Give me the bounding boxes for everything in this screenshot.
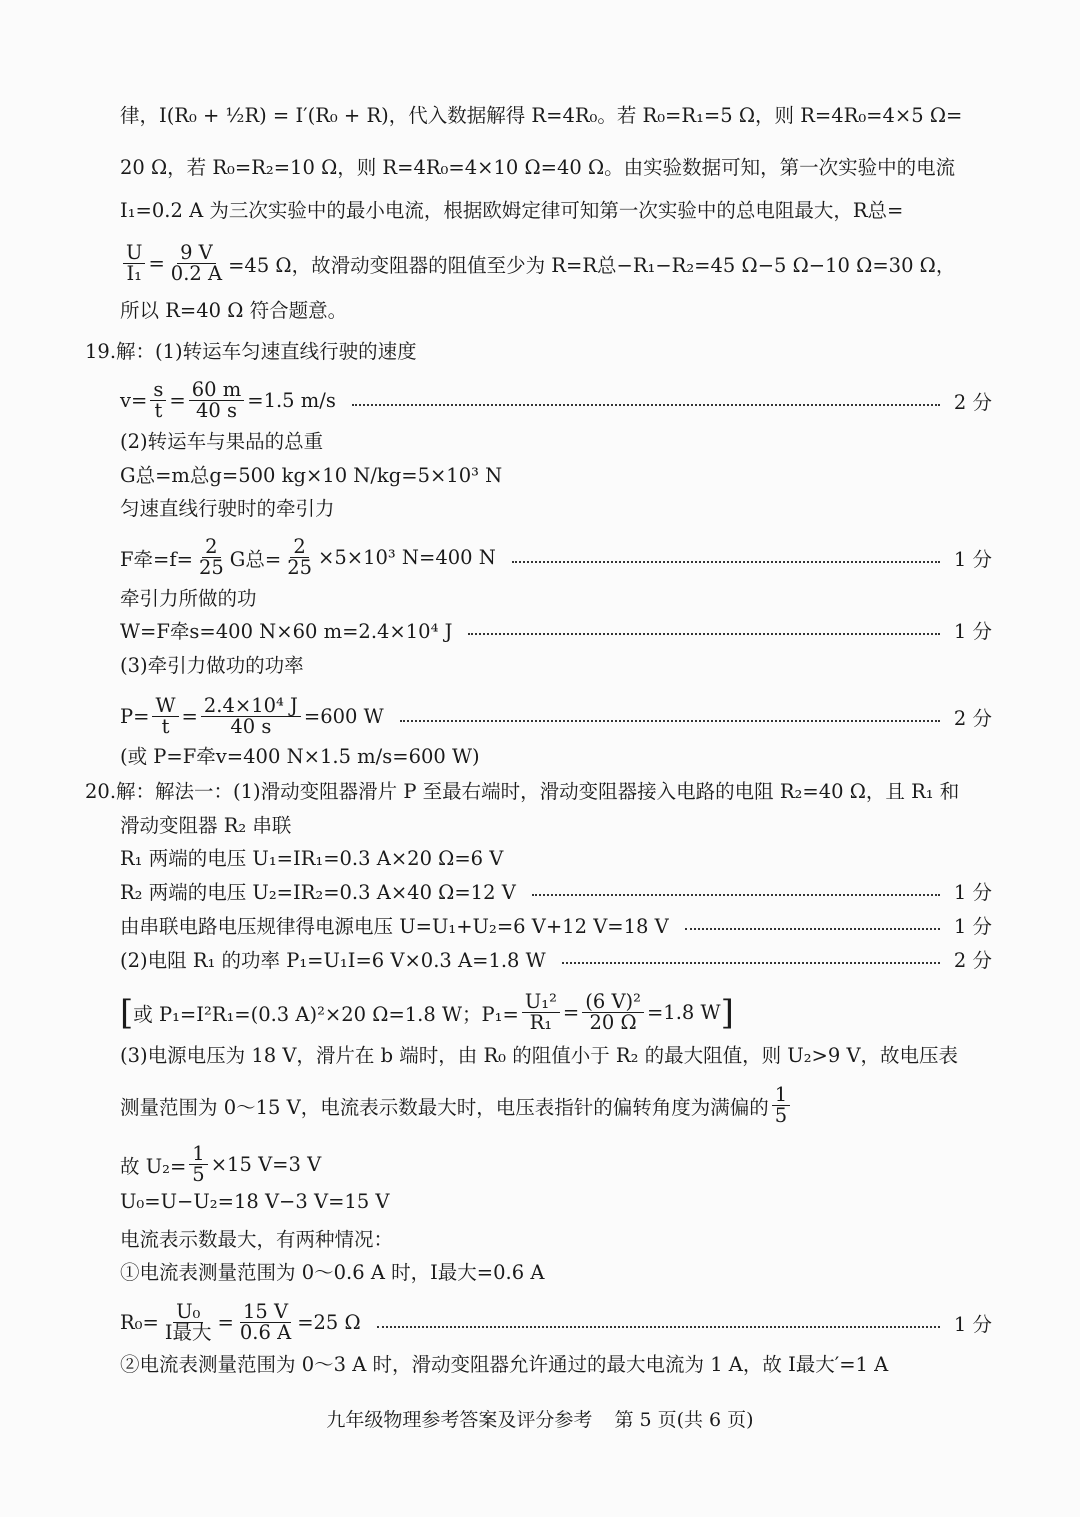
q20-u2-calc: 故 U₂= $\frac{1}{5}$ ×15 V=3 V [120, 1142, 322, 1187]
q20-line-2: 滑动变阻器 R₂ 串联 [120, 814, 292, 837]
q19-part3: (3)牵引力做功的功率 [120, 654, 304, 677]
q18-line-3: I₁=0.2 A 为三次实验中的最小电流，根据欧姆定律可知第一次实验中的总电阻最大，R总= [120, 199, 904, 222]
q20-case-1: ①电流表测量范围为 0～0.6 A 时，I最大=0.6 A [120, 1261, 545, 1284]
q19-power: P= $\frac{W}{t}$ = $\frac{\text{2.4×10⁴ J}}{40 s}$ =600 W 2 分 [120, 694, 992, 739]
score: 2 分 [953, 706, 992, 730]
q19-work: W=F牵s=400 N×60 m=2.4×10⁴ J 1 分 [120, 616, 992, 644]
left-bracket: [ [120, 992, 134, 1033]
page-number: 第 5 页(共 6 页) [614, 1409, 754, 1431]
fraction: $\frac{60 m}{40 s}$ [189, 380, 245, 422]
fraction: $\frac{1}{5}$ [189, 1144, 207, 1186]
leader-dots [468, 633, 939, 635]
fraction: $\frac{\text{U₁²}}{\text{R₁}}$ [522, 992, 560, 1034]
q18-line-2: 20 Ω，若 R₀=R₂=10 Ω，则 R=4R₀=4×10 Ω=40 Ω。由实验数据可知，第一次实验中的电流 [120, 156, 956, 179]
q20-source-voltage: 由串联电路电压规律得电源电压 U=U₁+U₂=6 V+12 V=18 V 1 分 [120, 911, 992, 939]
fraction: $\frac{1}{5}$ [772, 1085, 790, 1127]
q20-case-2: ②电流表测量范围为 0～3 A 时，滑动变阻器允许通过的最大电流为 1 A，故 I最大′=1 A [120, 1353, 889, 1376]
right-bracket: ] [720, 992, 734, 1033]
q20-power-alternative: [ 或 P₁=I²R₁=(0.3 A)²×20 Ω=1.8 W；P₁= $\frac{\text{U₁²}}{\text{R₁}}$ = $\frac{\text{(6 V)²}}{20 \Omega}$ =1.8 W ] [120, 990, 734, 1035]
leader-dots [532, 894, 940, 896]
leader-dots [562, 962, 940, 964]
footer-title: 九年级物理参考答案及评分参考 [326, 1409, 593, 1431]
leader-dots [400, 720, 940, 722]
score: 1 分 [953, 620, 992, 643]
leader-dots [377, 1326, 940, 1328]
q19-heading: 19.解：(1)转运车匀速直线行驶的速度 [85, 340, 417, 363]
q20-u0: U₀=U−U₂=18 V−3 V=15 V [120, 1190, 390, 1213]
q19-work-label: 牵引力所做的功 [120, 587, 257, 610]
page-footer [0, 1405, 1080, 1432]
q20-heading: 20.解：解法一：(1)滑动变阻器滑片 P 至最右端时，滑动变阻器接入电路的电阻 R₂=40 Ω，且 R₁ 和 [85, 780, 960, 803]
q20-part3-a: (3)电源电压为 18 V，滑片在 b 端时，由 R₀ 的阻值小于 R₂ 的最大阻值，则 U₂>9 V，故电压表 [120, 1044, 959, 1067]
score: 1 分 [953, 881, 992, 904]
fraction: $\frac{2}{25}$ [287, 535, 313, 580]
q20-r0: R₀= $\frac{\text{U₀}}{\text{I最大}}$ = $\frac{15 V}{0.6 A}$ =25 Ω 1 分 [120, 1300, 992, 1345]
score: 1 分 [953, 547, 992, 571]
leader-dots [352, 404, 940, 406]
fraction: $\frac{\text{U₀}}{\text{I最大}}$ [164, 1300, 212, 1345]
fraction: $\frac{U}{\text{I₁}}$ [123, 243, 145, 285]
q19-traction: F牵=f= $\frac{2}{25}$ G总= $\frac{2}{25}$ ×5×10³ N=400 N 1 分 [120, 535, 992, 580]
q20-u1: R₁ 两端的电压 U₁=IR₁=0.3 A×20 Ω=6 V [120, 847, 504, 870]
q20-part3-b: 测量范围为 0～15 V，电流表示数最大时，电压表指针的偏转角度为满偏的 $\frac{1}{5}$ [120, 1085, 992, 1127]
q20-u2: R₂ 两端的电压 U₂=IR₂=0.3 A×40 Ω=12 V 1 分 [120, 877, 992, 905]
fraction: $\frac{s}{t}$ [150, 380, 166, 422]
q19-weight: G总=m总g=500 kg×10 N/kg=5×10³ N [120, 464, 503, 487]
fraction: $\frac{2}{25}$ [198, 535, 224, 580]
score: 2 分 [953, 949, 992, 972]
leader-dots [512, 561, 940, 563]
q20-two-cases: 电流表示数最大，有两种情况： [120, 1228, 394, 1251]
fraction: $\frac{9 V}{0.2 A}$ [170, 241, 223, 286]
fraction: $\frac{W}{t}$ [152, 696, 178, 738]
score: 1 分 [953, 915, 992, 938]
q18-line-1: 律，I(R₀ + ½R) = I′(R₀ + R)，代入数据解得 R=4R₀。若 R₀=R₁=5 Ω，则 R=4R₀=4×5 Ω= [120, 104, 963, 127]
fraction: $\frac{15 V}{0.6 A}$ [239, 1300, 292, 1345]
q19-alternative: (或 P=F牵v=400 N×1.5 m/s=600 W) [120, 745, 480, 768]
q18-line-4: $\frac{U}{\text{I₁}}$ = $\frac{9 V}{0.2 A}$ =45 Ω，故滑动变阻器的阻值至少为 R=R总−R₁−R₂=45 Ω−5 Ω−10 Ω=30 Ω， [120, 243, 992, 285]
leader-dots [685, 928, 940, 930]
q19-velocity: v= $\frac{s}{t}$ = $\frac{60 m}{40 s}$ =1.5 m/s 2 分 [120, 378, 992, 423]
fraction: $\frac{\text{(6 V)²}}{20 \Omega}$ [582, 992, 644, 1034]
q20-power: (2)电阻 R₁ 的功率 P₁=U₁I=6 V×0.3 A=1.8 W 2 分 [120, 945, 992, 973]
q18-line-5: 所以 R=40 Ω 符合题意。 [120, 299, 348, 322]
score: 2 分 [953, 390, 992, 414]
fraction: $\frac{\text{2.4×10⁴ J}}{40 s}$ [201, 696, 301, 738]
q19-part2: (2)转运车与果品的总重 [120, 430, 324, 453]
score: 1 分 [953, 1312, 992, 1336]
q19-traction-label: 匀速直线行驶时的牵引力 [120, 497, 335, 520]
